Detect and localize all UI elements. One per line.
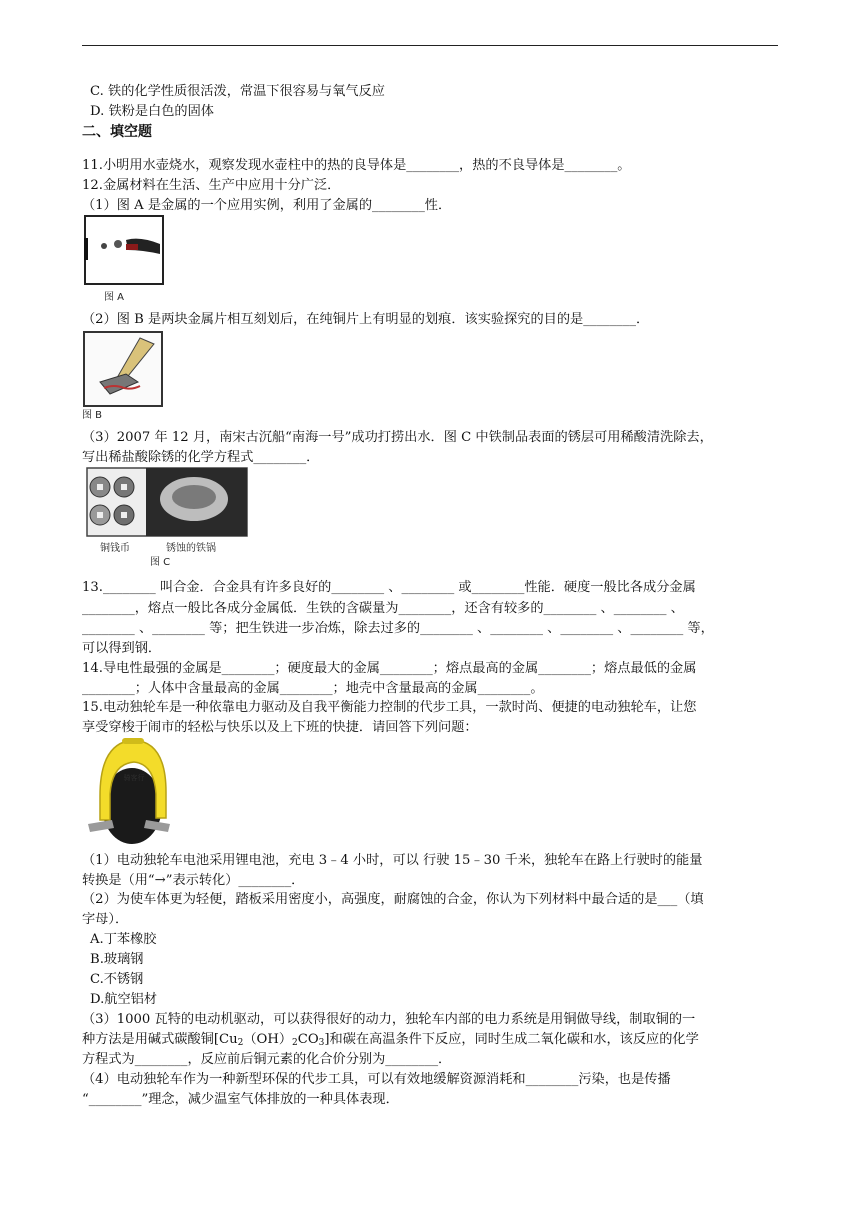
question-15-part-3c: 方程式为________，反应前后铜元素的化合价分别为________． — [82, 1052, 452, 1067]
question-12-part-2: （2）图 B 是两块金属片相互刻划后，在纯铜片上有明显的划痕．该实验探究的目的是________． — [82, 312, 650, 327]
question-15-part-3a: （3）1000 瓦特的电动机驱动，可以获得很好的动力，独轮车内部的电力系统是用铜做导线，制取铜的一 — [82, 1012, 696, 1027]
question-13c: ________ 、________ 等；把生铁进一步冶炼，除去过多的________ 、________ 、________ 、________ 等， — [82, 621, 714, 636]
question-12-part-3b: 写出稀盐酸除锈的化学方程式________． — [82, 450, 320, 465]
question-11: 11.小明用水壶烧水，观察发现水壶柱中的热的良导体是________，热的不良导体是________。 — [82, 158, 631, 173]
question-15-part-1b: 转换是（用“→”表示转化）________． — [82, 873, 305, 888]
question-14a: 14.导电性最强的金属是________；硬度最大的金属________；熔点最高的金属________；熔点最低的金属 — [82, 661, 697, 676]
option-c: C.不锈钢 — [90, 972, 144, 987]
question-15-part-3b — [82, 1030, 699, 1049]
formula-text-1: 种方法是用碱式碳酸铜[Cu — [82, 1032, 238, 1047]
figure-b — [80, 330, 166, 422]
figure-c-image — [86, 467, 252, 571]
unicycle-image — [82, 736, 176, 848]
figure-a — [82, 214, 166, 306]
figure-b-image — [80, 330, 166, 422]
figure-c-label-left: 铜钱币 — [100, 543, 130, 554]
option-b: B.玻璃钢 — [90, 952, 144, 967]
question-15-part-2a: （2）为使车体更为轻便，踏板采用密度小，高强度，耐腐蚀的合金，你认为下列材料中最合适的是___（填 — [82, 892, 704, 907]
figure-c — [86, 467, 252, 571]
formula-sub-3: 3 — [318, 1038, 325, 1048]
section-heading: 二、填空题 — [82, 124, 152, 140]
figure-c-caption: 图 C — [150, 557, 171, 568]
figure-c-label-right: 锈蚀的铁锅 — [166, 543, 216, 554]
figure-a-image — [82, 214, 166, 306]
option-c-text: C. 铁的化学性质很活泼，常温下很容易与氧气反应 — [90, 84, 385, 99]
option-d: D.航空铝材 — [90, 992, 158, 1007]
header-rule — [82, 45, 778, 46]
figure-a-caption: 图 A — [104, 292, 125, 303]
formula-text-2: （OH） — [243, 1032, 293, 1047]
unicycle-figure — [82, 736, 176, 848]
question-13d: 可以得到钢． — [82, 641, 162, 656]
unicycle-brand-text: 骑客行 — [123, 774, 145, 782]
question-15-part-4a: （4）电动独轮车作为一种新型环保的代步工具，可以有效地缓解资源消耗和________污染，也是传播 — [82, 1072, 671, 1087]
question-13b: ________，熔点一般比各成分金属低．生铁的含碳量为________，还含有较多的________ 、________ 、 — [82, 601, 684, 616]
question-14b: ________；人体中含量最高的金属________；地壳中含量最高的金属________。 — [82, 681, 544, 696]
formula-sub-1: 2 — [237, 1038, 244, 1048]
figure-b-caption: 图 B — [82, 410, 103, 421]
question-12-part-3a: （3）2007 年 12 月，南宋古沉船“南海一号”成功打捞出水．图 C 中铁制品表面的锈层可用稀酸清洗除去， — [82, 430, 713, 445]
option-a: A.丁苯橡胶 — [90, 932, 157, 947]
question-15b: 享受穿梭于闹市的轻松与快乐以及上下班的快捷．请回答下列问题： — [82, 720, 478, 735]
formula-text-4: ]和碳在高温条件下反应，同时生成二氧化碳和水，该反应的化学 — [324, 1032, 699, 1047]
question-15-part-4b: “________”理念，减少温室气体排放的一种具体表现． — [82, 1092, 399, 1107]
question-15-part-1a: （1）电动独轮车电池采用锂电池，充电 3﹣4 小时，可以 行驶 15﹣30 千米，独轮车在路上行驶时的能量 — [82, 853, 703, 868]
question-15a: 15.电动独轮车是一种依靠电力驱动及自我平衡能力控制的代步工具，一款时尚、便捷的电动独轮车，让您 — [82, 700, 697, 715]
question-12: 12.金属材料在生活、生产中应用十分广泛． — [82, 178, 341, 193]
question-12-part-1: （1）图 A 是金属的一个应用实例，利用了金属的________性． — [82, 198, 452, 213]
formula-text-3: CO — [297, 1032, 319, 1047]
option-d-text: D. 铁粉是白色的固体 — [90, 104, 214, 119]
question-13a: 13.________ 叫合金．合金具有许多良好的________ 、________ 或________性能．硬度一般比各成分金属 — [82, 580, 696, 595]
formula-sub-2: 2 — [292, 1038, 298, 1048]
question-15-part-2b: 字母）． — [82, 912, 129, 927]
